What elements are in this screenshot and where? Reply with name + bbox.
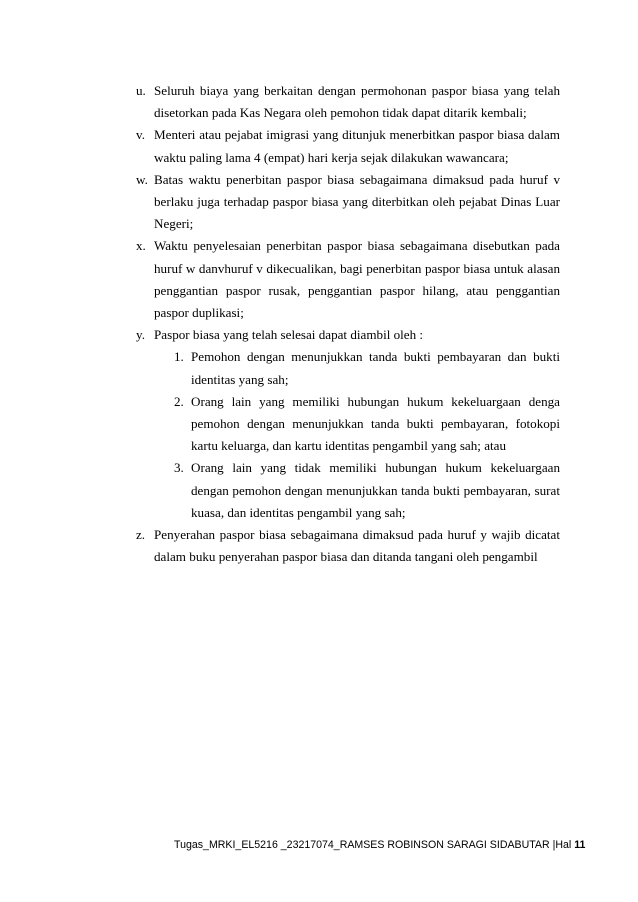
list-item-text: Seluruh biaya yang berkaitan dengan permohonan paspor biasa yang telah disetorkan pada Kas Negara oleh pemohon tidak dapat ditarik kembali; bbox=[154, 83, 560, 121]
list-item-z bbox=[136, 524, 560, 568]
list-item-text: Menteri atau pejabat imigrasi yang ditunjuk menerbitkan paspor biasa dalam waktu paling lama 4 (empat) hari kerja sejak dilakukan wawancara; bbox=[154, 127, 560, 165]
list-marker: z. bbox=[136, 527, 146, 543]
sublist-marker: 1. bbox=[174, 349, 184, 365]
list-item-text: Waktu penyelesaian penerbitan paspor biasa sebagaimana disebutkan pada huruf w danvhuruf v dikecualikan, bagi penerbitan paspor biasa untuk alasan penggantian paspor rusak, penggantian paspor hilang, atau penggantian paspor duplikasi; bbox=[154, 238, 560, 321]
sublist-item-text: Orang lain yang memiliki hubungan hukum kekeluargaan denga pemohon dengan menunjukkan tanda bukti pembayaran, fotokopi kartu keluarga, dan kartu identitas pengambil yang sah; atau bbox=[191, 393, 560, 454]
list-item-x bbox=[136, 235, 560, 324]
sublist-item-text: Orang lain yang tidak memiliki hubungan hukum kekeluargaan dengan pemohon dengan menunjukkan tanda bukti pembayaran, surat kuasa, dan identitas pengambil yang sah; bbox=[191, 460, 560, 520]
sublist-y bbox=[136, 346, 560, 524]
list-marker: y. bbox=[136, 327, 145, 343]
page-number: 11 bbox=[574, 839, 586, 851]
sublist-item-3 bbox=[154, 457, 560, 524]
sublist-item-2 bbox=[154, 391, 560, 458]
list-item-text: Batas waktu penerbitan paspor biasa sebagaimana dimaksud pada huruf v berlaku juga terhadap paspor biasa yang diterbitkan oleh pejabat Dinas Luar Negeri; bbox=[154, 171, 560, 232]
list-item-text: Paspor biasa yang telah selesai dapat diambil oleh : bbox=[154, 327, 424, 343]
list-marker: x. bbox=[136, 238, 146, 254]
sublist-marker: 3. bbox=[174, 460, 184, 476]
page-footer bbox=[174, 838, 586, 852]
list-item-text: Penyerahan paspor biasa sebagaimana dimaksud pada huruf y wajib dicatat dalam buku penyerahan paspor biasa dan ditanda tangani oleh pengambil bbox=[154, 527, 560, 565]
list-item-y bbox=[136, 324, 560, 346]
sublist-item-text: Pemohon dengan menunjukkan tanda bukti pembayaran dan bukti identitas yang sah; bbox=[191, 349, 560, 387]
sublist-marker: 2. bbox=[174, 393, 184, 409]
list-marker: w. bbox=[136, 171, 148, 187]
list-marker: u. bbox=[136, 83, 146, 98]
document-body bbox=[136, 80, 560, 568]
list-item-v bbox=[136, 124, 560, 168]
list-marker: v. bbox=[136, 127, 145, 143]
sublist-item-1 bbox=[154, 346, 560, 390]
list-item-u bbox=[136, 80, 560, 124]
list-item-w bbox=[136, 169, 560, 236]
footer-text: Tugas_MRKI_EL5216 _23217074_RAMSES ROBINSON SARAGI SIDABUTAR |Hal bbox=[174, 839, 575, 851]
